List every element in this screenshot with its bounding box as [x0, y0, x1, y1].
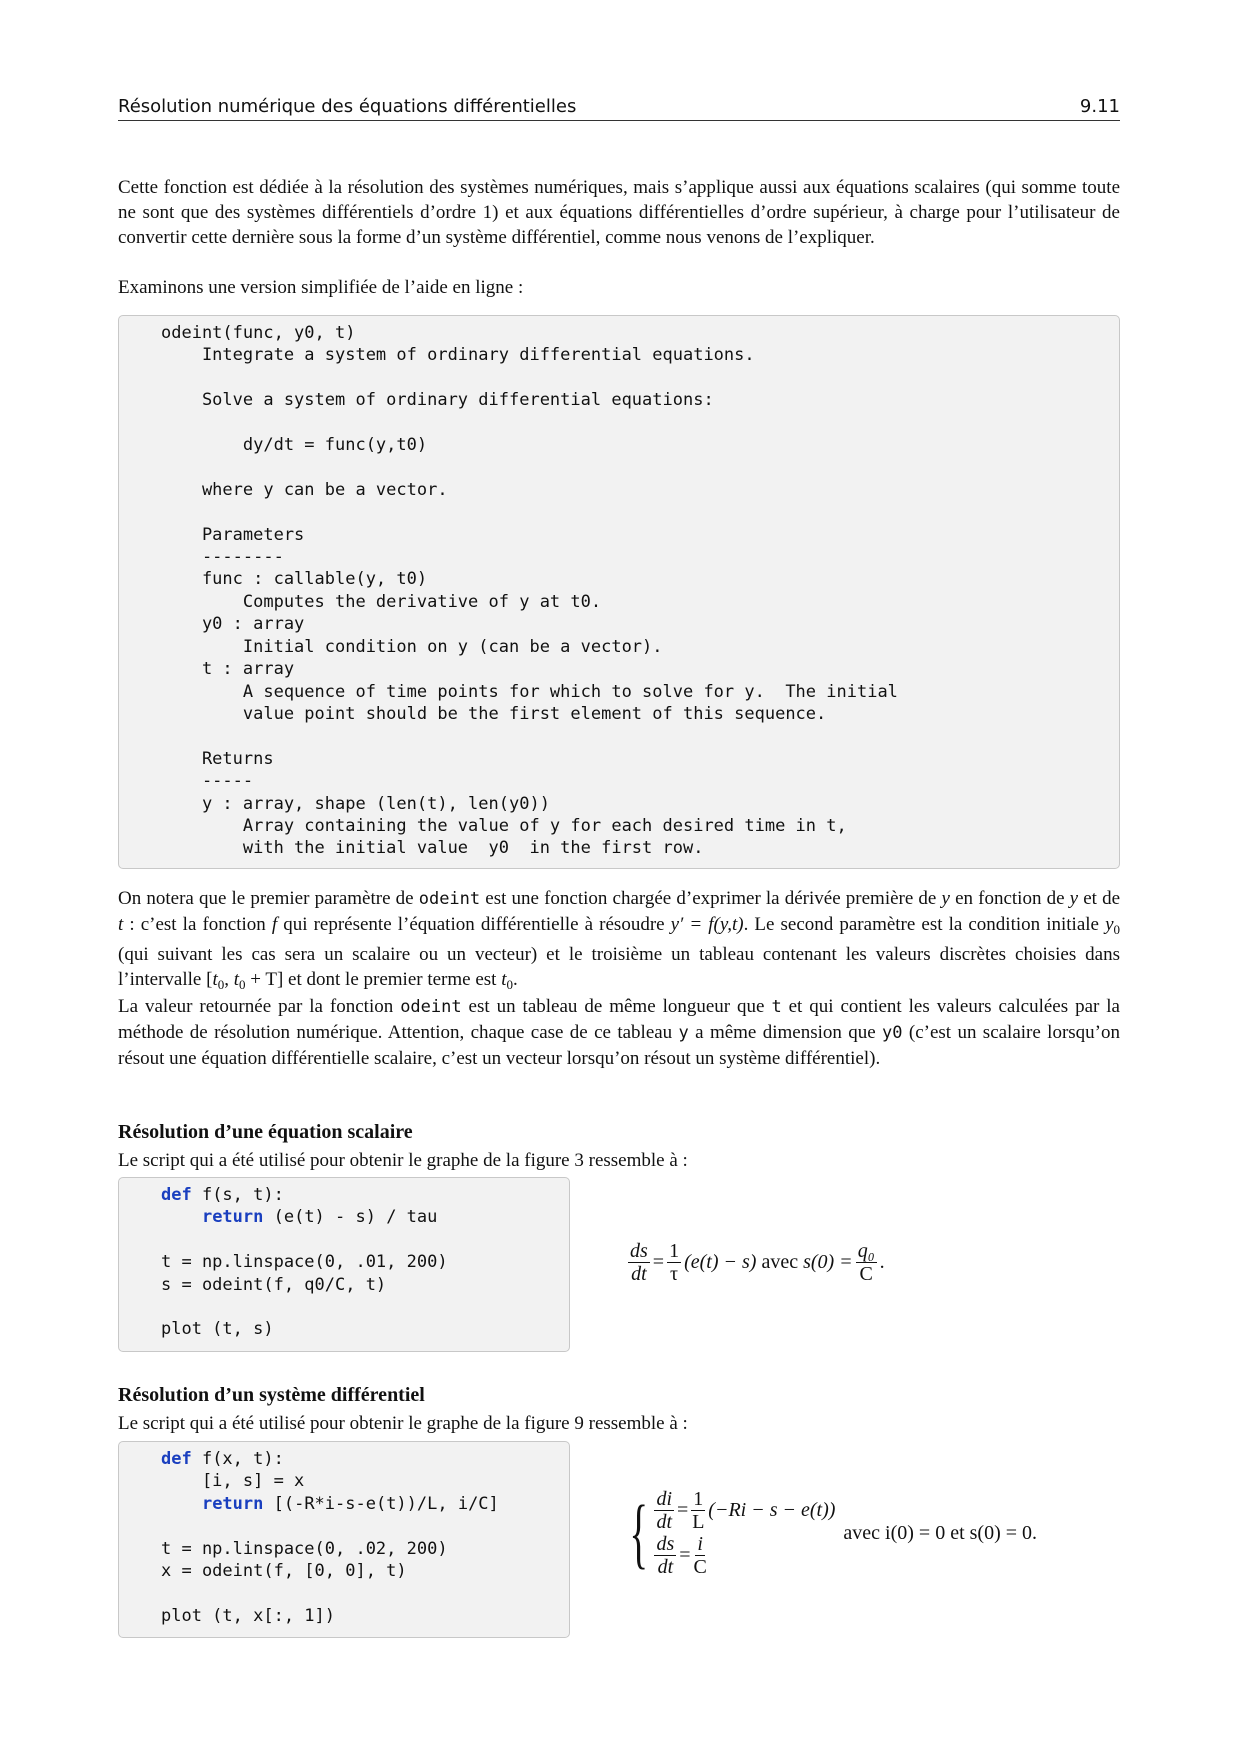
- code-line: func : callable(y, t0): [161, 569, 428, 590]
- inline-math: 0: [239, 977, 246, 992]
- inline-math: y: [941, 888, 950, 909]
- text-run: en fonction de: [949, 888, 1070, 909]
- eq-sign: =: [652, 1251, 665, 1273]
- code-line: --------: [161, 547, 284, 568]
- inline-code: odeint: [418, 889, 481, 909]
- keyword: def: [161, 1449, 192, 1469]
- explain-paragraph-2: [118, 994, 1120, 1071]
- eq-den: L: [692, 1511, 705, 1533]
- code-line: t = np.linspace(0, .02, 200): [161, 1538, 448, 1559]
- text-run: Cette fonction est dédiée à la résolution des systèmes numériques, mais s’applique aussi aux équations scalaires (qui somme toute ne sont que des systèmes différentiels d’ordre 1) et aux équations différentielles d’ordre supérieur, à charge pour l’utilisateur de convertir cette dernière sous la forme d’un système différentiel, comme nous venons de l’expliquer.: [118, 177, 1120, 248]
- code-line: Initial condition on y (can be a vector).: [161, 636, 663, 657]
- inline-math: 0: [217, 977, 225, 992]
- code-line: [161, 725, 1119, 747]
- inline-math: y: [1105, 914, 1114, 935]
- text-run: a même dimension que: [688, 1022, 883, 1043]
- eq-end: .: [879, 1251, 885, 1273]
- code-line: Solve a system of ordinary differential equations:: [161, 390, 714, 411]
- eq-sign: =: [679, 1544, 691, 1566]
- code-line: [161, 456, 1119, 478]
- inline-math: y: [1069, 888, 1079, 909]
- eq-den: C: [859, 1263, 873, 1285]
- code-line: [i, s] = x: [161, 1471, 305, 1492]
- scalar-code-block: [118, 1177, 570, 1352]
- eq-num: ds: [630, 1240, 648, 1262]
- eq-rhs: (e(t) − s): [684, 1251, 757, 1273]
- text-run: et qui contient les valeurs calculées par la méthode de résolution numérique. Attention, chaque case de ce tableau: [118, 996, 1120, 1043]
- code-line: [161, 367, 1119, 389]
- code-line: return [(-R*i-s-e(t))/L, i/C]: [201, 1493, 499, 1514]
- eq-den: τ: [670, 1263, 679, 1285]
- text-run: On notera que le premier paramètre de: [118, 888, 419, 909]
- inline-math: t: [118, 914, 124, 935]
- eq-num: q₀: [857, 1240, 875, 1262]
- section-text-scalar: Le script qui a été utilisé pour obtenir le graphe de la figure 3 ressemble à :: [118, 1150, 688, 1171]
- eq-num: 1: [669, 1240, 680, 1262]
- code-line: value point should be the first element of this sequence.: [161, 703, 827, 724]
- running-header: [118, 96, 1120, 121]
- section-heading-system: Résolution d’un système différentiel: [118, 1384, 425, 1406]
- inline-code: odeint: [400, 997, 462, 1017]
- eq-num: di: [656, 1488, 673, 1510]
- code-line: plot (t, s): [161, 1319, 274, 1340]
- code-line: dy/dt = func(y,t0): [161, 435, 428, 456]
- eq-num: 1: [693, 1488, 704, 1510]
- eq-rhs: (−Ri − s − e(t)): [708, 1499, 836, 1521]
- inline-math: t: [501, 969, 507, 990]
- code-line: plot (t, x[:, 1]): [161, 1605, 335, 1626]
- text-run: ,: [224, 969, 234, 990]
- text-run: .: [512, 969, 518, 990]
- code-line: odeint(func, y0, t): [161, 323, 356, 343]
- eq-den: C: [693, 1556, 707, 1578]
- inline-math: f: [271, 914, 278, 935]
- text-run: La valeur retournée par la fonction: [118, 996, 401, 1017]
- text-run: Examinons une version simplifiée de l’aide en ligne :: [118, 277, 524, 298]
- text-run: qui représente l’équation différentielle à résoudre: [277, 914, 671, 935]
- section-text-system: Le script qui a été utilisé pour obtenir le graphe de la figure 9 ressemble à :: [118, 1413, 688, 1434]
- code-line: return (e(t) - s) / tau: [201, 1207, 438, 1228]
- help-code-block: [118, 315, 1120, 869]
- text-run: : c’est la fonction: [123, 914, 272, 935]
- code-line: where y can be a vector.: [161, 479, 448, 500]
- inline-code: y: [678, 1023, 689, 1043]
- code-line: Returns: [161, 748, 274, 769]
- code-line: t : array: [161, 659, 295, 680]
- code-line: A sequence of time points for which to solve for y. The initial: [161, 681, 898, 702]
- left-brace: {: [629, 1489, 649, 1576]
- text-run: et de: [1078, 888, 1121, 909]
- code-line: Computes the derivative of y at t0.: [161, 591, 602, 612]
- inline-code: t: [771, 997, 782, 1017]
- code-line: [161, 1296, 569, 1318]
- code-line: def f(x, t):: [161, 1449, 284, 1469]
- eq-avec: avec: [761, 1251, 799, 1273]
- code-line: Integrate a system of ordinary differential equations.: [161, 345, 755, 366]
- section-heading-scalar: Résolution d’une équation scalaire: [118, 1121, 413, 1143]
- code-line: def f(s, t):: [161, 1185, 284, 1205]
- intro-lead: [118, 275, 1120, 300]
- eq-init: s(0) =: [803, 1251, 853, 1273]
- text-run: . Le second paramètre est la condition initiale: [743, 914, 1106, 935]
- inline-math: y′ = f(y,t): [670, 914, 744, 935]
- eq-den: dt: [631, 1263, 647, 1285]
- code-line: x = odeint(f, [0, 0], t): [161, 1561, 407, 1582]
- inline-math: 0: [1113, 922, 1120, 937]
- inline-math: t: [212, 969, 218, 990]
- code-line: [161, 1229, 569, 1251]
- code-line: [161, 412, 1119, 434]
- code-line: -----: [161, 771, 254, 792]
- code-line: with the initial value y0 in the first row.: [161, 838, 704, 859]
- text-run: + T] et dont le premier terme est: [245, 969, 502, 990]
- text-run: (c’est un scalaire lorsqu’on résout une équation différentielle scalaire, c’est un vecteur lorsqu’on résout un système différentiel).: [118, 1022, 1120, 1069]
- keyword: return: [201, 1493, 264, 1514]
- code-line: [161, 501, 1119, 523]
- inline-code: y0: [882, 1023, 903, 1043]
- eq-den: dt: [656, 1511, 673, 1533]
- eq-conditions: avec i(0) = 0 et s(0) = 0.: [843, 1521, 1038, 1544]
- code-line: [161, 1582, 569, 1604]
- system-code-block: [118, 1441, 570, 1638]
- code-line: [161, 1515, 569, 1537]
- explain-paragraph-1: [118, 886, 1120, 997]
- eq-sign: =: [677, 1499, 689, 1521]
- header-title: Résolution numérique des équations différentielles: [118, 96, 577, 117]
- text-run: est une fonction chargée d’exprimer la dérivée première de: [480, 888, 942, 909]
- code-line: t = np.linspace(0, .01, 200): [161, 1252, 448, 1273]
- code-line: Array containing the value of y for each desired time in t,: [161, 815, 847, 836]
- keyword: return: [201, 1207, 264, 1228]
- eq-den: dt: [657, 1556, 674, 1578]
- system-equation: [620, 1488, 1037, 1578]
- page-number: 9.11: [1079, 96, 1120, 117]
- inline-math: t: [233, 969, 239, 990]
- code-line: Parameters: [161, 524, 305, 545]
- code-line: y : array, shape (len(t), len(y0)): [161, 793, 550, 814]
- text-run: (qui suivant les cas sera un scalaire ou un vecteur) et le troisième un tableau contenant les valeurs discrètes choisies dans l’intervalle [: [118, 944, 1120, 990]
- code-line: s = odeint(f, q0/C, t): [161, 1274, 387, 1295]
- eq-num: ds: [656, 1533, 675, 1555]
- eq-num: i: [697, 1533, 703, 1555]
- text-run: est un tableau de même longueur que: [461, 996, 772, 1017]
- keyword: def: [161, 1185, 192, 1205]
- scalar-equation: [625, 1240, 885, 1285]
- inline-math: 0: [506, 977, 513, 992]
- intro-paragraph: [118, 175, 1120, 250]
- code-line: y0 : array: [161, 614, 305, 635]
